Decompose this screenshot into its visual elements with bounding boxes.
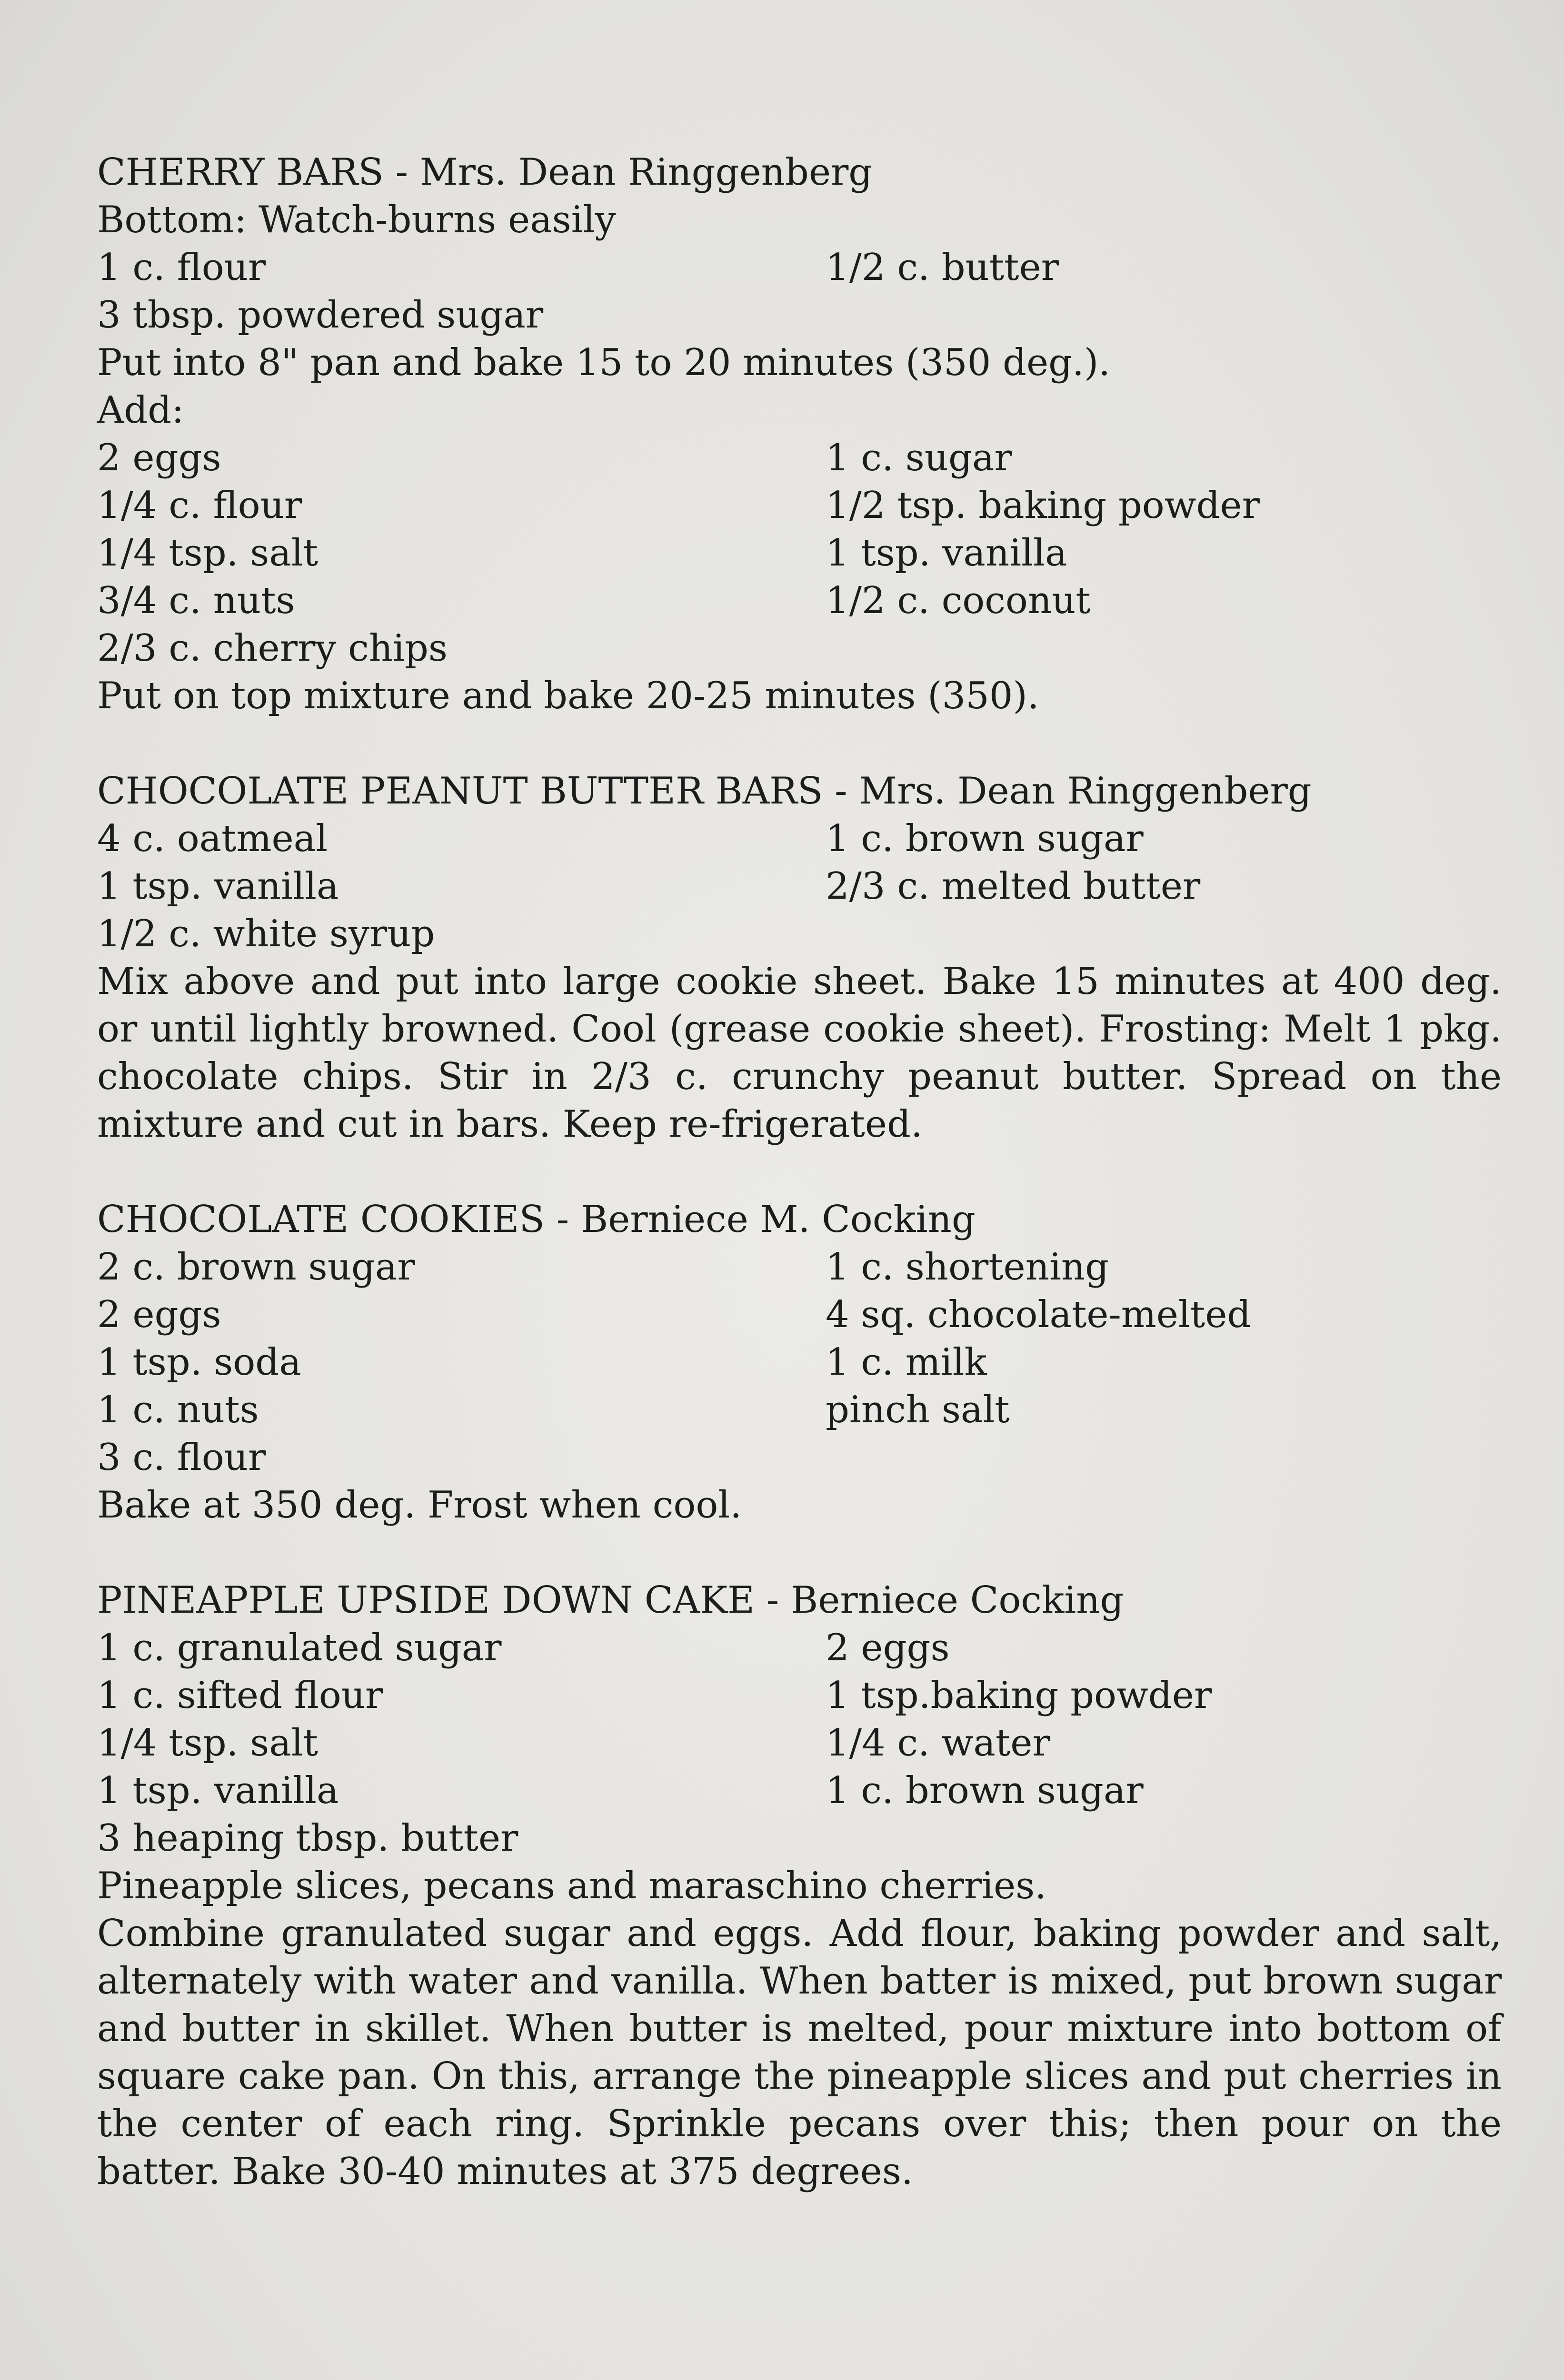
recipe-step: Put into 8" pan and bake 15 to 20 minutes (350 deg.). [97, 341, 1111, 384]
ingredient: 1 c. sugar [826, 436, 1012, 479]
ingredient: 1 tsp.baking powder [826, 1674, 1212, 1717]
ingredient-row [97, 910, 1502, 958]
recipe-step: Add: [97, 389, 184, 432]
ingredient: 4 sq. chocolate-melted [826, 1293, 1251, 1336]
ingredient-row [97, 482, 1502, 529]
ingredient: 1 tsp. soda [97, 1341, 301, 1384]
ingredient-row [97, 1719, 1502, 1767]
ingredient: 1/2 c. butter [826, 246, 1059, 289]
ingredient: 1/2 tsp. baking powder [826, 484, 1260, 527]
ingredient-row [97, 815, 1502, 863]
recipe-directions: Mix above and put into large cookie sheet. Bake 15 minutes at 400 deg. or until lightly browned. Cool (grease cookie sheet). Frosting: Melt 1 pkg. chocolate chips. Stir in 2/3 c. crunchy peanut butter. Spread on the mixture and cut in bars. Keep re-frigerated. [97, 960, 1502, 1146]
ingredient: 2/3 c. melted butter [826, 865, 1201, 908]
recipe-directions: Combine granulated sugar and eggs. Add flour, baking powder and salt, alternately with water and vanilla. When batter is mixed, put brown sugar and butter in skillet. When butter is melted, pour mixture into bottom of square cake pan. On this, arrange the pineapple slices and put cherries in the center of each ring. Sprinkle pecans over this; then pour on the batter. Bake 30-40 minutes at 375 degrees. [97, 1912, 1502, 2193]
ingredient: 4 c. oatmeal [97, 817, 328, 860]
ingredient-row [97, 1291, 1502, 1339]
ingredient: 3 heaping tbsp. butter [97, 1817, 518, 1860]
ingredient-row [97, 1243, 1502, 1291]
recipe-title: CHERRY BARS - Mrs. Dean Ringgenberg [97, 151, 873, 194]
recipe-pineapple-upside-down-cake [97, 1577, 1502, 2195]
recipe-cherry-bars [97, 149, 1502, 720]
ingredient: 1 tsp. vanilla [97, 865, 339, 908]
recipe-title: PINEAPPLE UPSIDE DOWN CAKE - Berniece Cocking [97, 1579, 1124, 1622]
ingredient: 1 c. flour [97, 246, 266, 289]
ingredient: pinch salt [826, 1388, 1010, 1431]
recipe-extra: Pineapple slices, pecans and maraschino cherries. [97, 1864, 1046, 1907]
ingredient [826, 291, 1502, 339]
ingredient: 1 tsp. vanilla [826, 532, 1067, 575]
recipe-chocolate-cookies [97, 1196, 1502, 1529]
ingredient: 1/4 tsp. salt [97, 1722, 319, 1765]
ingredient: 1 c. brown sugar [826, 1769, 1144, 1812]
ingredient: 1 c. sifted flour [97, 1674, 383, 1717]
ingredient-row [97, 1434, 1502, 1481]
ingredient-row [97, 1672, 1502, 1719]
ingredient: 1/4 c. water [826, 1722, 1050, 1765]
ingredient-row [97, 1386, 1502, 1434]
ingredient: 1/4 c. flour [97, 484, 302, 527]
ingredient-row [97, 1339, 1502, 1386]
ingredient: 1/2 c. white syrup [97, 912, 435, 955]
ingredient: 1/4 tsp. salt [97, 532, 319, 575]
recipe-chocolate-peanut-butter-bars [97, 767, 1502, 1148]
ingredient: 3 tbsp. powdered sugar [97, 294, 544, 337]
ingredient-row [97, 1624, 1502, 1672]
recipe-title: CHOCOLATE COOKIES - Berniece M. Cocking [97, 1198, 976, 1241]
ingredient: 2 eggs [826, 1626, 950, 1669]
ingredient: 1 c. nuts [97, 1388, 259, 1431]
ingredient: 2 c. brown sugar [97, 1246, 415, 1289]
ingredient [826, 1815, 1502, 1862]
recipe-title: CHOCOLATE PEANUT BUTTER BARS - Mrs. Dean Ringgenberg [97, 770, 1312, 813]
page-content [97, 149, 1502, 2243]
ingredient-row [97, 577, 1502, 625]
recipe-step: Put on top mixture and bake 20-25 minutes (350). [97, 674, 1039, 717]
ingredient: 1 c. brown sugar [826, 817, 1144, 860]
ingredient [826, 910, 1502, 958]
ingredient-row [97, 291, 1502, 339]
ingredient: 1 c. granulated sugar [97, 1626, 502, 1669]
ingredient: 1/2 c. coconut [826, 579, 1091, 622]
ingredient: 3 c. flour [97, 1436, 266, 1479]
ingredient: 1 c. shortening [826, 1246, 1109, 1289]
ingredient-row [97, 1815, 1502, 1862]
ingredient [826, 625, 1502, 672]
ingredient-row [97, 1767, 1502, 1815]
ingredient-row [97, 625, 1502, 672]
recipe-directions: Bake at 350 deg. Frost when cool. [97, 1484, 742, 1527]
ingredient: 2 eggs [97, 1293, 221, 1336]
ingredient: 2/3 c. cherry chips [97, 627, 448, 670]
recipe-note: Bottom: Watch-burns easily [97, 198, 616, 241]
ingredient [826, 1434, 1502, 1481]
ingredient: 1 c. milk [826, 1341, 987, 1384]
ingredient-row [97, 434, 1502, 482]
ingredient: 2 eggs [97, 436, 221, 479]
ingredient: 3/4 c. nuts [97, 579, 295, 622]
ingredient-row [97, 863, 1502, 910]
ingredient-row [97, 529, 1502, 577]
ingredient: 1 tsp. vanilla [97, 1769, 339, 1812]
ingredient-row [97, 244, 1502, 291]
